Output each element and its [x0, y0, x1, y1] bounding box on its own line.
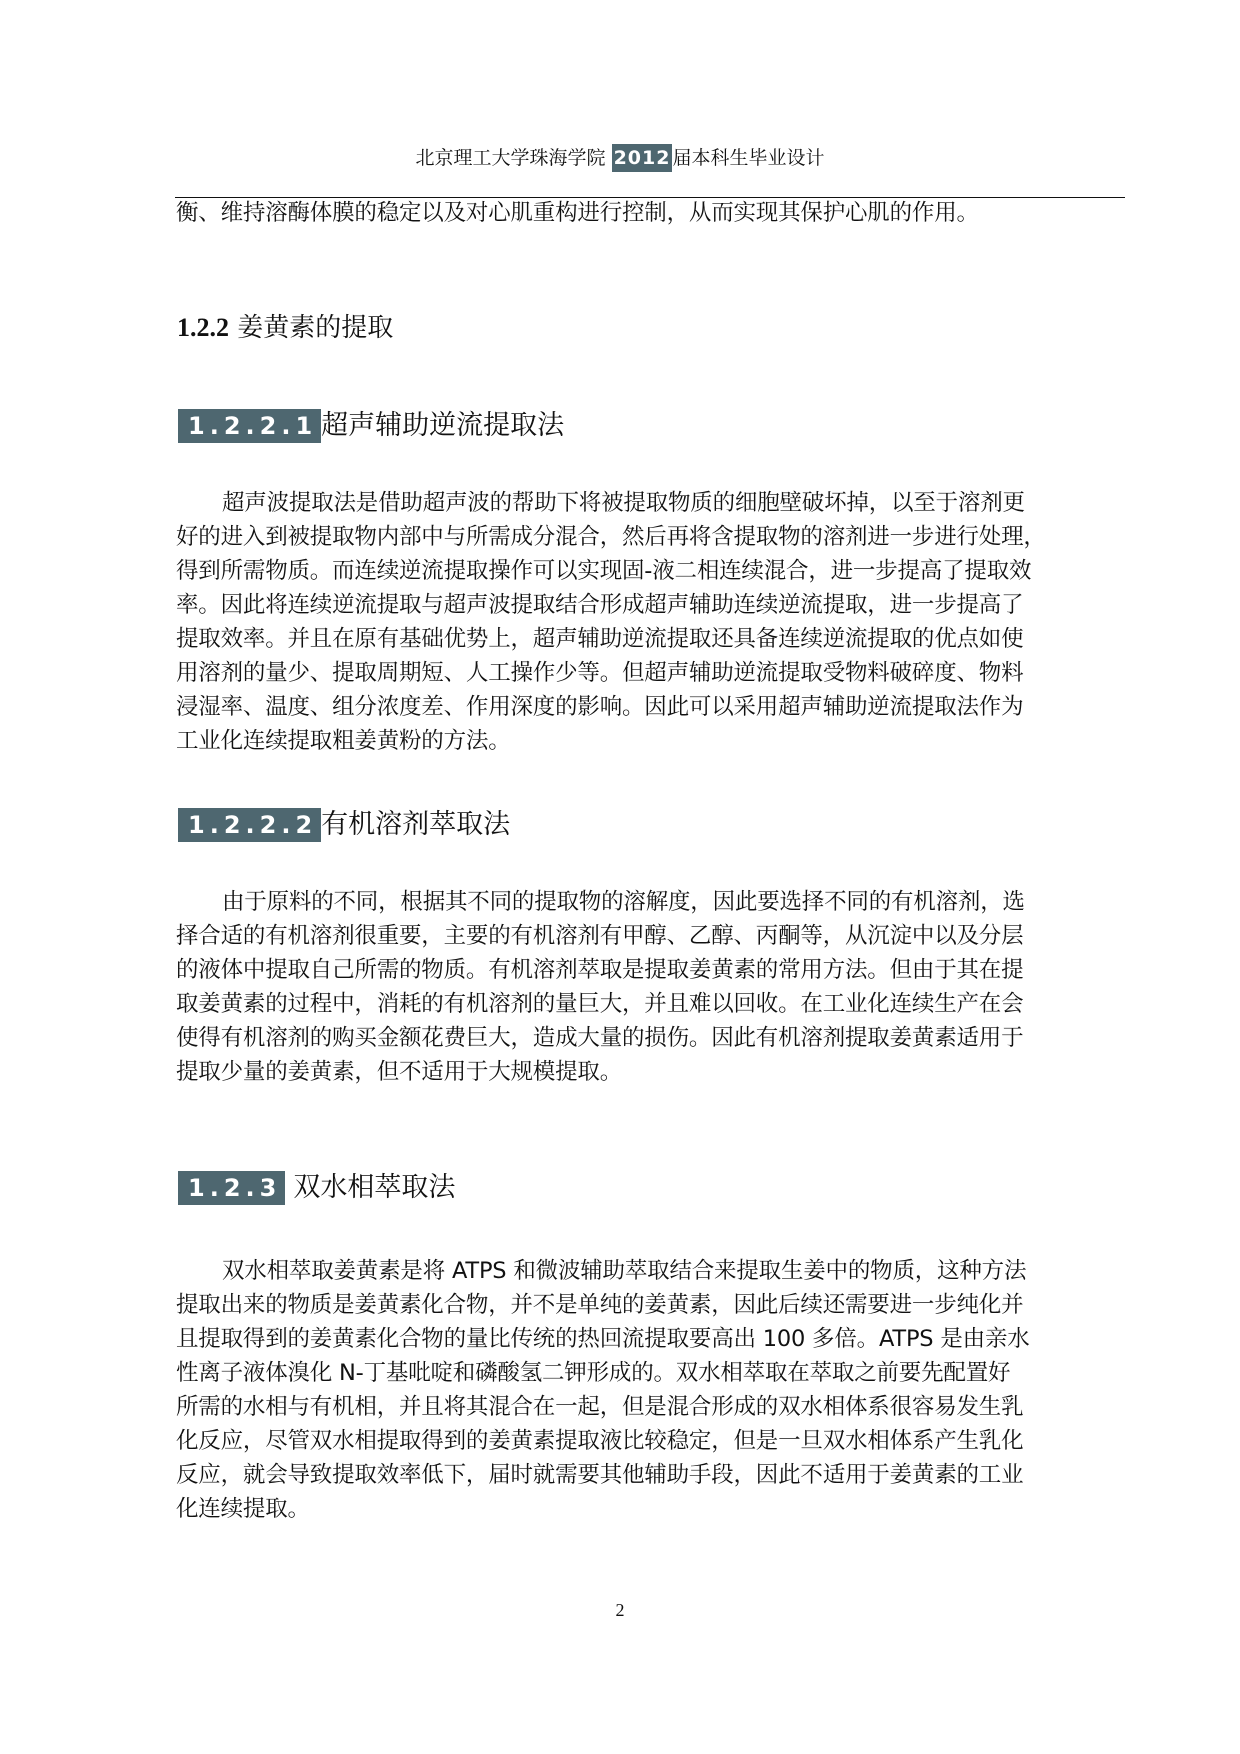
page-header — [0, 144, 1240, 172]
paragraph-line: 提取少量的姜黄素，但不适用于大规模提取。 — [176, 1059, 623, 1085]
paragraph-line: 提取效率。并且在原有基础优势上，超声辅助逆流提取还具备连续逆流提取的优点如使 — [176, 626, 1024, 652]
subsection-number-3: 1.2.3 — [178, 1171, 285, 1205]
subsection-heading-1 — [178, 408, 564, 444]
subsection-heading-3 — [178, 1170, 455, 1206]
subsection-number-2: 1.2.2.2 — [178, 808, 321, 842]
paragraph-line: 提取出来的物质是姜黄素化合物，并不是单纯的姜黄素，因此后续还需要进一步纯化并 — [176, 1292, 1024, 1318]
paragraph-line: 反应，就会导致提取效率低下，届时就需要其他辅助手段，因此不适用于姜黄素的工业 — [176, 1462, 1024, 1488]
header-year-masked: 2012 — [612, 144, 673, 172]
paragraph-line: 化反应，尽管双水相提取得到的姜黄素提取液比较稳定，但是一旦双水相体系产生乳化 — [176, 1428, 1024, 1454]
paragraph-line: 工业化连续提取粗姜黄粉的方法。 — [176, 728, 511, 754]
paragraph-line: 好的进入到被提取物内部中与所需成分混合，然后再将含提取物的溶剂进一步进行处理， — [176, 524, 1046, 550]
paragraph-line: 且提取得到的姜黄素化合物的量比传统的热回流提取要高出 100 多倍。ATPS 是由亲水 — [176, 1326, 1030, 1352]
paragraph-line: 使得有机溶剂的购买金额花费巨大，造成大量的损伤。因此有机溶剂提取姜黄素适用于 — [176, 1025, 1024, 1051]
paragraph-line: 所需的水相与有机相，并且将其混合在一起，但是混合形成的双水相体系很容易发生乳 — [176, 1394, 1024, 1420]
subsection-title-1: 超声辅助逆流提取法 — [321, 410, 565, 441]
paragraph-line: 用溶剂的量少、提取周期短、人工操作少等。但超声辅助逆流提取受物料破碎度、物料 — [176, 660, 1024, 686]
paragraph-line: 率。因此将连续逆流提取与超声波提取结合形成超声辅助连续逆流提取，进一步提高了 — [176, 592, 1024, 618]
page-number: 2 — [615, 1600, 625, 1620]
section-heading — [177, 310, 393, 346]
continuation-line: 衡、维持溶酶体膜的稳定以及对心肌重构进行控制，从而实现其保护心肌的作用。 — [176, 200, 979, 226]
header-institution: 北京理工大学珠海学院 — [415, 147, 606, 169]
subsection-heading-2 — [178, 807, 510, 843]
paragraph-line: 择合适的有机溶剂很重要，主要的有机溶剂有甲醇、乙醇、丙酮等，从沉淀中以及分层 — [176, 923, 1024, 949]
paragraph-line: 得到所需物质。而连续逆流提取操作可以实现固-液二相连续混合，进一步提高了提取效 — [176, 558, 1032, 584]
paragraph-line: 浸湿率、温度、组分浓度差、作用深度的影响。因此可以采用超声辅助逆流提取法作为 — [176, 694, 1024, 720]
subsection-title-3: 双水相萃取法 — [293, 1172, 456, 1203]
section-number: 1.2.2 — [177, 313, 229, 342]
paragraph-line: 性离子液体溴化 N-丁基吡啶和磷酸氢二钾形成的。双水相萃取在萃取之前要先配置好 — [176, 1360, 1011, 1386]
paragraph-line: 的液体中提取自己所需的物质。有机溶剂萃取是提取姜黄素的常用方法。但由于其在提 — [176, 957, 1024, 983]
subsection-title-2: 有机溶剂萃取法 — [321, 809, 511, 840]
section-title: 姜黄素的提取 — [237, 313, 394, 343]
paragraph-line: 化连续提取。 — [176, 1496, 310, 1522]
paragraph-line: 由于原料的不同，根据其不同的提取物的溶解度，因此要选择不同的有机溶剂，选 — [222, 889, 1025, 915]
header-suffix: 届本科生毕业设计 — [672, 147, 825, 169]
paragraph-line: 双水相萃取姜黄素是将 ATPS 和微波辅助萃取结合来提取生姜中的物质，这种方法 — [222, 1258, 1027, 1284]
paragraph-line: 取姜黄素的过程中，消耗的有机溶剂的量巨大，并且难以回收。在工业化连续生产在会 — [176, 991, 1024, 1017]
paragraph-line: 超声波提取法是借助超声波的帮助下将被提取物质的细胞壁破坏掉，以至于溶剂更 — [222, 490, 1025, 516]
subsection-number-1: 1.2.2.1 — [178, 409, 321, 443]
